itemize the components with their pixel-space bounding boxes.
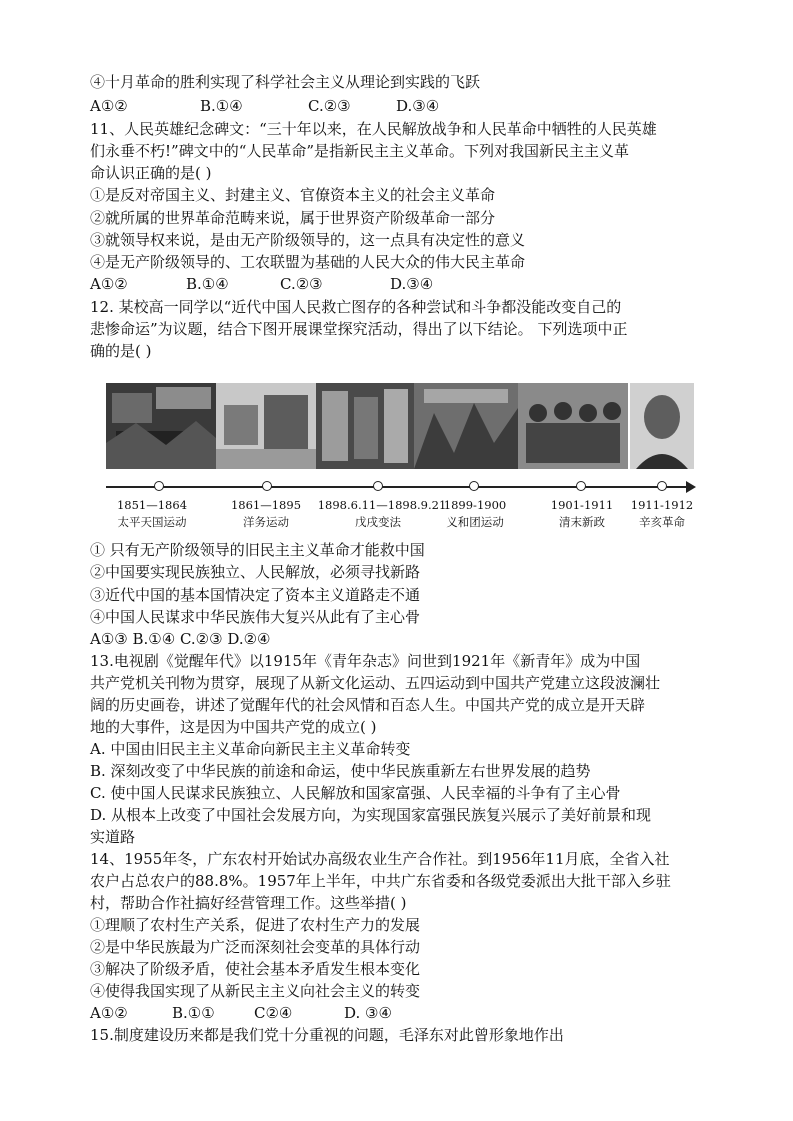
q10-option-b: B.①④	[200, 97, 243, 115]
q11-option-b: B.①④	[186, 275, 229, 293]
q14-option-b: B.①①	[172, 1004, 215, 1022]
q14-option-a: A①②	[90, 1004, 128, 1022]
q13-stem-line-2: 共产党机关刊物为贯穿，展现了从新文化运动、五四运动到中国共产党建立这段波澜壮	[90, 674, 661, 692]
q11-statement-1: ①是反对帝国主义、封建主义、官僚资本主义的社会主义革命	[90, 186, 496, 204]
timeline-event: 辛亥革命	[639, 515, 685, 529]
q11-stem-line-3: 命认识正确的是( )	[90, 164, 212, 182]
q13-stem-line-3: 阔的历史画卷，讲述了觉醒年代的社会风情和百态人生。中国共产党的成立是开天辟	[90, 696, 646, 714]
q14-option-d: D. ③④	[344, 1004, 392, 1022]
q11-stem-line-2: 们永垂不朽!”碑文中的“人民革命”是指新民主主义革命。下列对我国新民主主义革	[90, 142, 630, 160]
q14-stem-line-1: 14、1955年冬，广东农村开始试办高级农业生产合作社。到1956年11月底，全省入社	[90, 850, 670, 868]
q12-stem-line-1: 12. 某校高一同学以“近代中国人民救亡图存的各种尝试和斗争都没能改变自己的	[90, 298, 622, 316]
timeline-node	[469, 481, 479, 491]
reform-photo	[316, 383, 414, 469]
q12-statement-4: ④中国人民谋求中华民族伟大复兴从此有了主心骨	[90, 608, 421, 626]
timeline-node	[154, 481, 164, 491]
q10-option-c: C.②③	[308, 97, 351, 115]
q12-statement-2: ②中国要实现民族独立、人民解放，必须寻找新路	[90, 563, 421, 581]
q14-statement-3: ③解决了阶级矛盾，使社会基本矛盾发生根本变化	[90, 960, 421, 978]
q13-option-d-line-1: D. 从根本上改变了中国社会发展方向，为实现国家富强民族复兴展示了美好前景和现	[90, 806, 652, 824]
q14-stem-line-3: 村，帮助合作社搞好经营管理工作。这些举措( )	[90, 894, 407, 912]
q13-option-c: C. 使中国人民谋求民族独立、人民解放和国家富强、人民幸福的斗争有了主心骨	[90, 784, 621, 802]
q10-option-d: D.③④	[396, 97, 440, 115]
q14-statement-1: ①理顺了农村生产关系，促进了农村生产力的发展	[90, 916, 421, 934]
q13-stem-line-1: 13.电视剧《觉醒年代》以1915年《青年杂志》问世到1921年《新青年》成为中国	[90, 652, 641, 670]
q14-option-c: C②④	[254, 1004, 293, 1022]
q12-stem-line-2: 悲惨命运”为议题，结合下图开展课堂探究活动，得出了以下结论。 下列选项中正	[90, 320, 628, 338]
timeline-axis	[106, 486, 688, 488]
q14-statement-2: ②是中华民族最为广泛而深刻社会变革的具体行动	[90, 938, 421, 956]
timeline-event: 太平天国运动	[117, 515, 187, 529]
q11-option-d: D.③④	[390, 275, 434, 293]
q13-option-b: B. 深刻改变了中华民族的前途和命运，使中华民族重新左右世界发展的趋势	[90, 762, 591, 780]
timeline-arrow	[686, 481, 696, 493]
q12-options: A①③ B.①④ C.②③ D.②④	[90, 630, 271, 648]
q13-stem-line-4: 地的大事件，这是因为中国共产党的成立( )	[90, 718, 377, 736]
boxer-photo	[414, 383, 518, 469]
q11-stem-line-1: 11、人民英雄纪念碑文：“三十年以来，在人民解放战争和人民革命中牺牲的人民英雄	[90, 120, 657, 138]
timeline-event: 清末新政	[559, 515, 605, 529]
timeline-date: 1911-1912	[630, 498, 694, 512]
timeline-event: 义和团运动	[446, 515, 504, 529]
timeline-date: 1899-1900	[443, 498, 507, 512]
q11-option-c: C.②③	[280, 275, 323, 293]
timeline-date: 1898.6.11—1898.9.21	[317, 498, 447, 512]
timeline-node	[576, 481, 586, 491]
new-policy-photo	[518, 383, 628, 469]
timeline-node	[262, 481, 272, 491]
q11-option-a: A①②	[90, 275, 128, 293]
q14-stem-line-2: 农户占总农户的88.8%。1957年上半年，中共广东省委和各级党委派出大批干部入乡驻	[90, 872, 671, 890]
timeline-node	[373, 481, 383, 491]
q14-statement-4: ④使得我国实现了从新民主主义向社会主义的转变	[90, 982, 421, 1000]
timeline-event: 戊戌变法	[355, 515, 401, 529]
timeline-date: 1861—1895	[230, 498, 302, 512]
westernization-photo	[216, 383, 316, 469]
sun-yatsen-portrait	[630, 383, 694, 469]
q11-statement-4: ④是无产阶级领导的、工农联盟为基础的人民大众的伟大民主革命	[90, 253, 526, 271]
q12-statement-3: ③近代中国的基本国情决定了资本主义道路走不通	[90, 586, 421, 604]
taiping-photo	[106, 383, 216, 469]
q11-statement-3: ③就领导权来说，是由无产阶级领导的，这一点具有决定性的意义	[90, 231, 526, 249]
q10-option-a: A①②	[90, 97, 128, 115]
q13-option-d-line-2: 实道路	[90, 828, 136, 846]
q11-statement-2: ②就所属的世界革命范畴来说，属于世界资产阶级革命一部分	[90, 209, 496, 227]
q15-stem-line-1: 15.制度建设历来都是我们党十分重视的问题，毛泽东对此曾形象地作出	[90, 1026, 564, 1044]
timeline-event: 洋务运动	[243, 515, 289, 529]
q10-statement-4: ④十月革命的胜利实现了科学社会主义从理论到实践的飞跃	[90, 73, 481, 91]
timeline-date: 1851—1864	[116, 498, 188, 512]
q12-stem-line-3: 确的是( )	[90, 342, 152, 360]
timeline-node	[657, 481, 667, 491]
timeline-date: 1901-1911	[550, 498, 614, 512]
q13-option-a: A. 中国由旧民主主义革命向新民主主义革命转变	[90, 740, 411, 758]
q12-statement-1: ① 只有无产阶级领导的旧民主主义革命才能救中国	[90, 541, 425, 559]
history-timeline	[106, 476, 696, 536]
